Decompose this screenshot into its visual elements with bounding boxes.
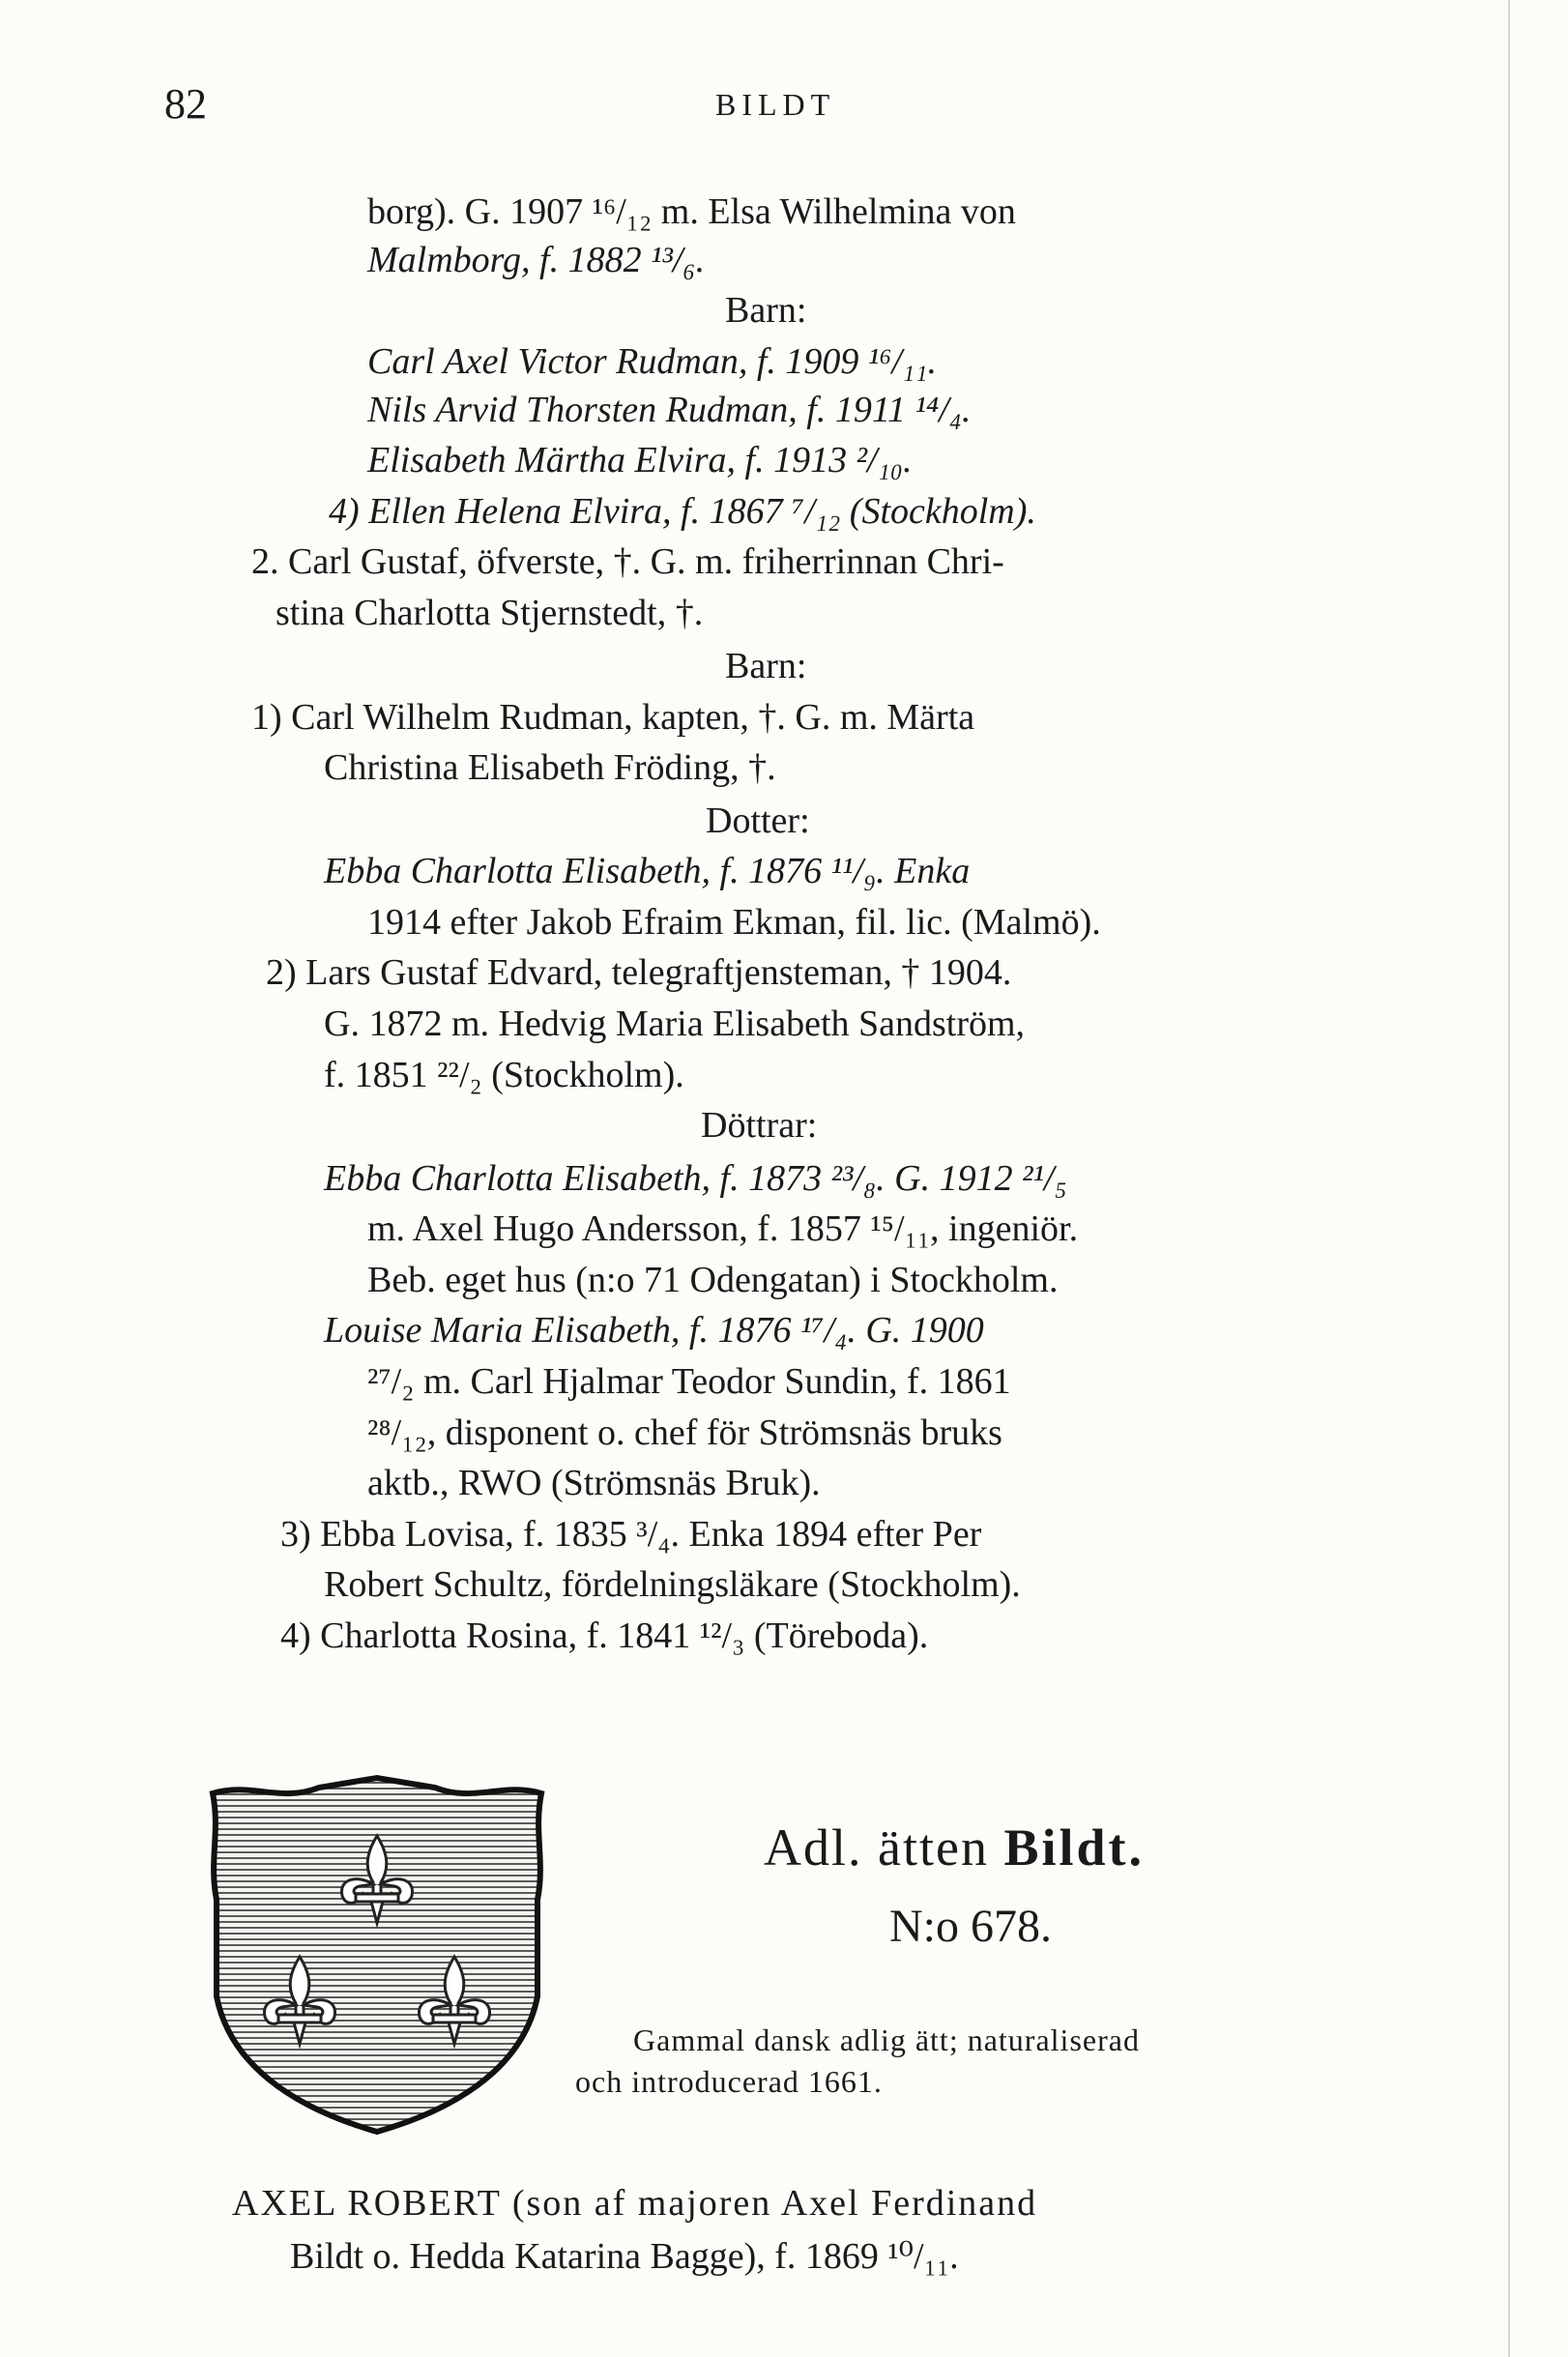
- section-heading: Döttrar:: [701, 1105, 818, 1146]
- text-line: Nils Arvid Thorsten Rudman, f. 1911 ¹⁴/₄.: [367, 390, 972, 430]
- text-line: Ebba Charlotta Elisabeth, f. 1873 ²³/₈. G. 1912 ²¹/₅: [324, 1158, 1067, 1199]
- text-line: borg). G. 1907 ¹⁶/₁₂ m. Elsa Wilhelmina von: [367, 191, 1016, 232]
- family-title: [764, 1818, 1145, 1877]
- text-line: 1914 efter Jakob Efraim Ekman, fil. lic. (Malmö).: [367, 902, 1101, 943]
- section-heading: Barn:: [725, 290, 807, 331]
- text-line: 2) Lars Gustaf Edvard, telegraftjensteman, † 1904.: [266, 952, 1012, 993]
- text-line: ²⁸/₁₂, disponent o. chef för Strömsnäs bruks: [367, 1412, 1002, 1453]
- text-line: Robert Schultz, fördelningsläkare (Stockholm).: [324, 1564, 1021, 1605]
- text-line: Beb. eget hus (n:o 71 Odengatan) i Stockholm.: [367, 1260, 1059, 1300]
- text-line: ²⁷/₂ m. Carl Hjalmar Teodor Sundin, f. 1861: [367, 1361, 1011, 1402]
- section-heading: Dotter:: [706, 800, 810, 841]
- fleur-de-lis-shield-icon: [174, 1774, 580, 2137]
- text-line: 4) Charlotta Rosina, f. 1841 ¹²/₃ (Töreboda).: [280, 1615, 929, 1656]
- text-line: Carl Axel Victor Rudman, f. 1909 ¹⁶/₁₁.: [367, 341, 937, 382]
- text-line: 3) Ebba Lovisa, f. 1835 ³/₄. Enka 1894 efter Per: [280, 1514, 982, 1555]
- page-number: 82: [164, 80, 207, 128]
- text-line: Louise Maria Elisabeth, f. 1876 ¹⁷/₄. G. 1900: [324, 1310, 984, 1351]
- family-description-line2: och introducerad 1661.: [575, 2064, 883, 2099]
- running-head: BILDT: [715, 87, 836, 122]
- page-header: [0, 79, 1568, 137]
- text-line: Ebba Charlotta Elisabeth, f. 1876 ¹¹/₉. Enka: [324, 851, 971, 891]
- page-edge-rule: [1508, 0, 1510, 2357]
- text-line: 2. Carl Gustaf, öfverste, †. G. m. friherrinnan Chri-: [251, 541, 1004, 582]
- family-number: N:o 678.: [889, 1901, 1052, 1952]
- text-line: 4) Ellen Helena Elvira, f. 1867 ⁷/₁₂ (Stockholm).: [329, 491, 1036, 532]
- text-line: G. 1872 m. Hedvig Maria Elisabeth Sandström,: [324, 1004, 1026, 1044]
- text-line: Christina Elisabeth Fröding, †.: [324, 747, 776, 788]
- text-line: 1) Carl Wilhelm Rudman, kapten, †. G. m. Märta: [251, 697, 975, 738]
- text-line: m. Axel Hugo Andersson, f. 1857 ¹⁵/₁₁, ingeniör.: [367, 1208, 1079, 1249]
- text-line: Malmborg, f. 1882 ¹³/₆.: [367, 240, 706, 280]
- section-heading: Barn:: [725, 646, 807, 686]
- footer-text-line: Bildt o. Hedda Katarina Bagge), f. 1869 ¹⁰/₁₁.: [290, 2236, 959, 2277]
- family-title-name: Bildt.: [1003, 1819, 1145, 1877]
- text-line: aktb., RWO (Strömsnäs Bruk).: [367, 1463, 821, 1503]
- family-title-prefix: Adl. ätten: [764, 1819, 1004, 1877]
- family-description-line1: Gammal dansk adlig ätt; naturaliserad: [633, 2022, 1140, 2057]
- text-line: f. 1851 ²²/₂ (Stockholm).: [324, 1055, 684, 1095]
- text-line: Elisabeth Märtha Elvira, f. 1913 ²/₁₀.: [367, 440, 913, 480]
- footer-text-line: AXEL ROBERT (son af majoren Axel Ferdinand: [232, 2183, 1038, 2224]
- text-line: stina Charlotta Stjernstedt, †.: [276, 593, 704, 633]
